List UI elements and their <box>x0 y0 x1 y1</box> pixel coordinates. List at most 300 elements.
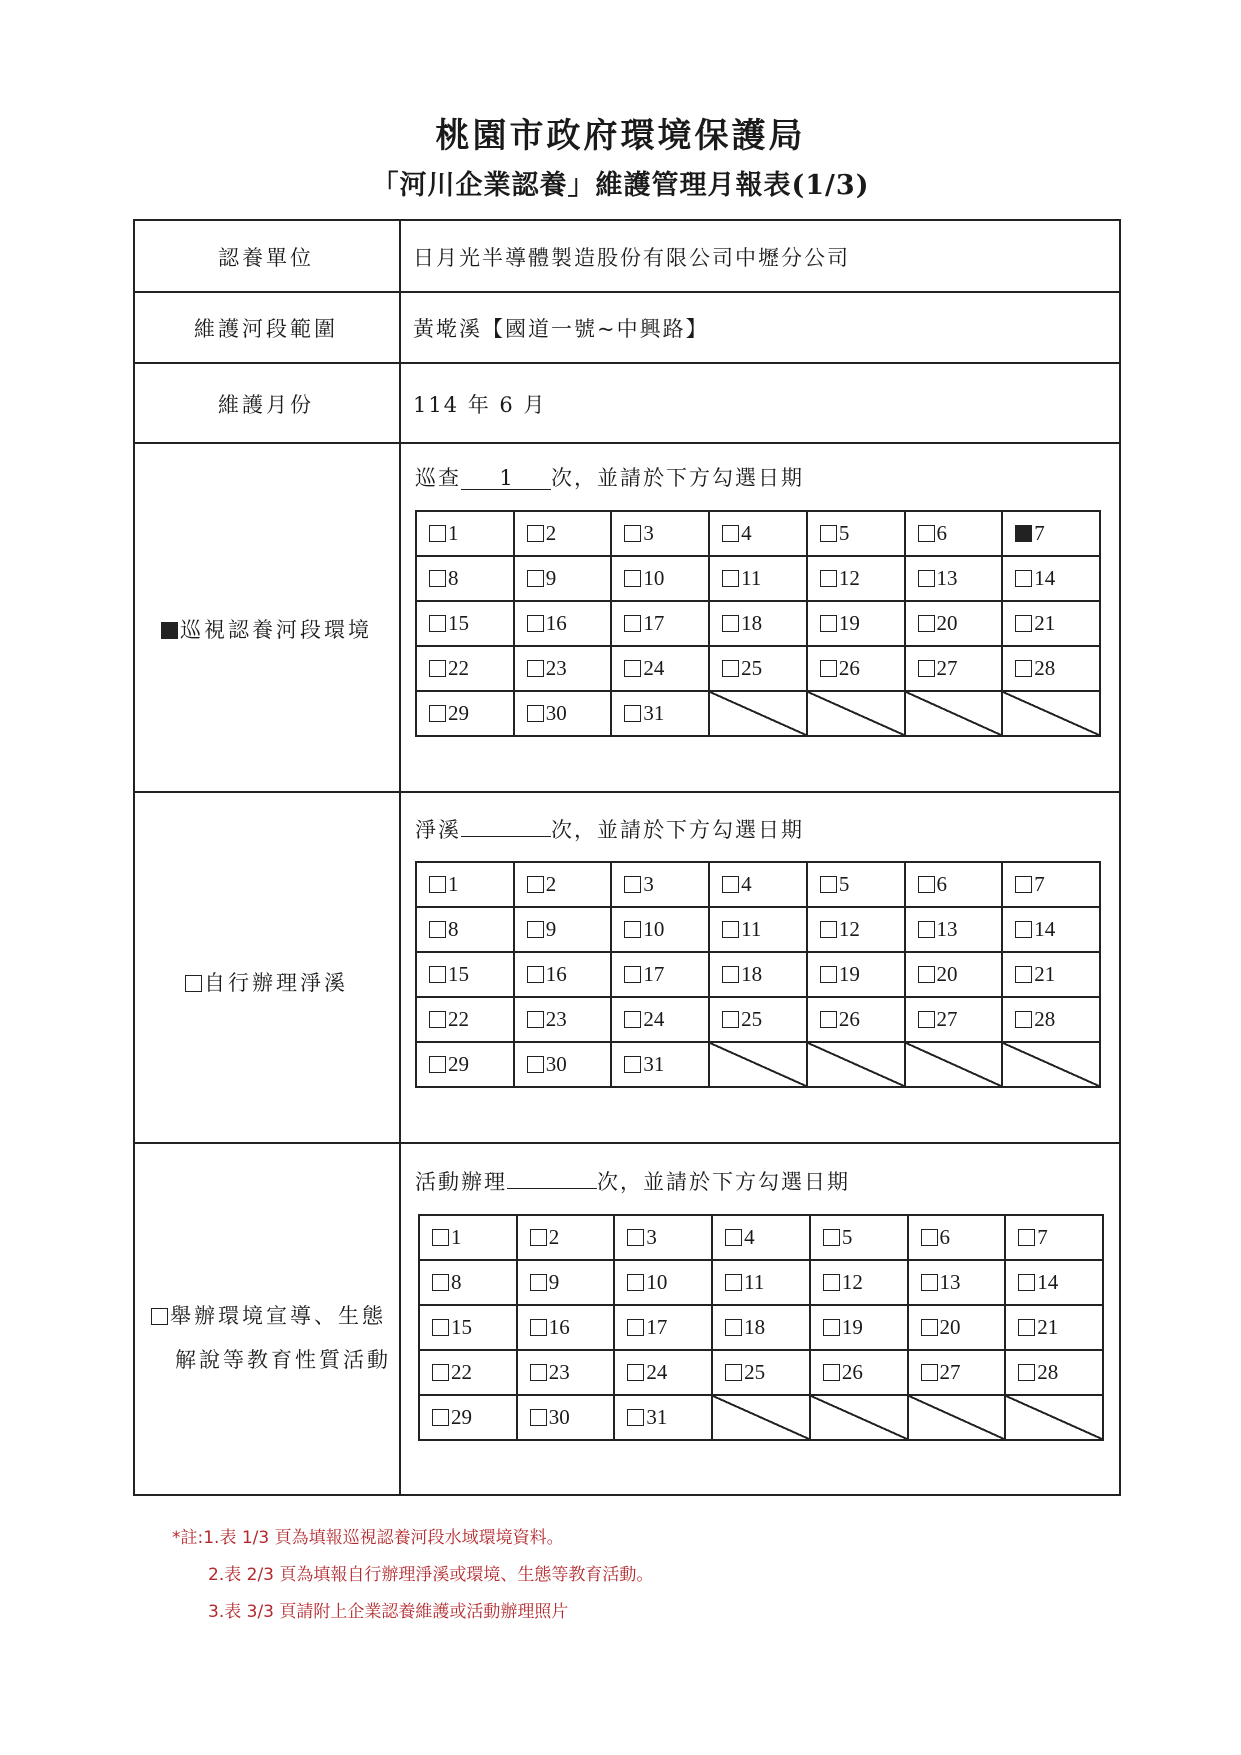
date-cell-13[interactable] <box>908 1260 1006 1305</box>
date-checkbox-7[interactable] <box>1015 525 1032 542</box>
patrol-count-field[interactable]: 1 <box>461 467 551 490</box>
date-checkbox-27[interactable] <box>918 1011 935 1028</box>
date-checkbox-28[interactable] <box>1018 1364 1035 1381</box>
date-checkbox-17[interactable] <box>624 615 641 632</box>
date-checkbox-24[interactable] <box>624 660 641 677</box>
date-grid-row <box>419 1350 1103 1395</box>
date-cell-30[interactable] <box>514 1042 612 1087</box>
date-checkbox-7[interactable] <box>1018 1229 1035 1246</box>
date-cell-27[interactable] <box>908 1350 1006 1395</box>
date-checkbox-8[interactable] <box>429 570 446 587</box>
date-checkbox-4[interactable] <box>722 525 739 542</box>
date-checkbox-28[interactable] <box>1015 660 1032 677</box>
date-cell-24[interactable] <box>614 1350 712 1395</box>
date-number: 29 <box>448 1052 469 1076</box>
event-count-field[interactable] <box>507 1188 597 1189</box>
date-number: 26 <box>838 1007 860 1031</box>
date-cell-19[interactable] <box>807 952 905 997</box>
date-checkbox-9[interactable] <box>527 570 544 587</box>
date-cell-4[interactable] <box>709 511 807 556</box>
row-divider <box>133 1142 1121 1144</box>
date-checkbox-13[interactable] <box>918 570 935 587</box>
date-cell-11[interactable] <box>712 1260 810 1305</box>
report-form <box>133 219 1121 1496</box>
date-cell-16[interactable] <box>514 601 612 646</box>
date-cell-28[interactable] <box>1002 997 1100 1042</box>
date-number: 18 <box>741 962 763 986</box>
date-number: 28 <box>1037 1360 1059 1384</box>
date-cell-9[interactable] <box>517 1260 615 1305</box>
date-checkbox-22[interactable] <box>429 1011 446 1028</box>
date-cell-10[interactable] <box>611 556 709 601</box>
date-number: 18 <box>741 611 763 635</box>
date-checkbox-15[interactable] <box>429 615 446 632</box>
date-cell-29[interactable] <box>416 1042 514 1087</box>
date-cell-21[interactable] <box>1002 952 1100 997</box>
patrol-date-grid <box>415 510 1101 737</box>
date-number: 28 <box>1034 656 1056 680</box>
date-number: 14 <box>1034 566 1056 590</box>
date-checkbox-24[interactable] <box>624 1011 641 1028</box>
date-checkbox-2[interactable] <box>527 876 544 893</box>
date-checkbox-13[interactable] <box>921 1274 938 1291</box>
date-checkbox-16[interactable] <box>530 1319 547 1336</box>
date-cell-8[interactable] <box>419 1260 517 1305</box>
date-number: 27 <box>939 1360 961 1384</box>
date-cell-3[interactable] <box>614 1215 712 1260</box>
date-checkbox-23[interactable] <box>530 1364 547 1381</box>
date-number: 12 <box>838 566 860 590</box>
date-cell-6[interactable] <box>908 1215 1006 1260</box>
section-event-text-2: 解說等教育性質活動 <box>175 1348 391 1372</box>
date-checkbox-21[interactable] <box>1015 966 1032 983</box>
page-subtitle: 「河川企業認養」維護管理月報表(1/3) <box>371 170 870 201</box>
date-cell-4[interactable] <box>712 1215 810 1260</box>
date-cell-23[interactable] <box>514 997 612 1042</box>
date-number: 8 <box>448 566 459 590</box>
date-cell-9[interactable] <box>514 907 612 952</box>
date-cell-26[interactable] <box>807 997 905 1042</box>
date-number: 24 <box>646 1360 668 1384</box>
date-number: 7 <box>1034 521 1045 545</box>
date-checkbox-20[interactable] <box>918 966 935 983</box>
date-checkbox-1[interactable] <box>432 1229 449 1246</box>
date-checkbox-14[interactable] <box>1015 570 1032 587</box>
date-checkbox-20[interactable] <box>918 615 935 632</box>
date-number: 10 <box>646 1270 668 1294</box>
empty-slashed-cell <box>905 1042 1003 1087</box>
date-checkbox-30[interactable] <box>527 1056 544 1073</box>
date-cell-14[interactable] <box>1002 907 1100 952</box>
date-checkbox-27[interactable] <box>918 660 935 677</box>
date-checkbox-22[interactable] <box>432 1364 449 1381</box>
date-number: 12 <box>838 917 860 941</box>
date-cell-8[interactable] <box>416 907 514 952</box>
date-checkbox-29[interactable] <box>429 1056 446 1073</box>
date-cell-1[interactable] <box>419 1215 517 1260</box>
date-checkbox-31[interactable] <box>624 705 641 722</box>
page-title: 桃園市政府環境保護局 <box>435 116 806 156</box>
date-checkbox-18[interactable] <box>722 615 739 632</box>
date-checkbox-2[interactable] <box>530 1229 547 1246</box>
date-cell-7[interactable] <box>1002 862 1100 907</box>
date-checkbox-25[interactable] <box>722 660 739 677</box>
date-cell-24[interactable] <box>611 646 709 691</box>
date-checkbox-26[interactable] <box>823 1364 840 1381</box>
date-checkbox-23[interactable] <box>527 660 544 677</box>
footnotes <box>172 1520 653 1631</box>
date-checkbox-14[interactable] <box>1018 1274 1035 1291</box>
date-number: 28 <box>1034 1007 1056 1031</box>
form-border-right <box>1119 219 1121 1496</box>
date-checkbox-19[interactable] <box>820 966 837 983</box>
date-number: 27 <box>936 1007 958 1031</box>
row-divider <box>133 362 1121 364</box>
date-checkbox-21[interactable] <box>1018 1319 1035 1336</box>
date-cell-27[interactable] <box>905 997 1003 1042</box>
date-cell-25[interactable] <box>709 997 807 1042</box>
date-number: 6 <box>939 1225 951 1249</box>
cleanup-date-grid <box>415 861 1101 1088</box>
date-checkbox-11[interactable] <box>725 1274 742 1291</box>
date-grid-row <box>416 952 1100 997</box>
date-checkbox-27[interactable] <box>921 1364 938 1381</box>
empty-slashed-cell <box>712 1395 810 1440</box>
date-grid-row <box>416 646 1100 691</box>
date-number: 9 <box>545 917 557 941</box>
date-checkbox-12[interactable] <box>820 921 837 938</box>
date-checkbox-17[interactable] <box>627 1319 644 1336</box>
date-number: 4 <box>744 1225 755 1249</box>
empty-slashed-cell <box>807 1042 905 1087</box>
date-checkbox-16[interactable] <box>527 615 544 632</box>
date-number: 21 <box>1034 962 1056 986</box>
date-cell-24[interactable] <box>611 997 709 1042</box>
date-checkbox-4[interactable] <box>725 1229 742 1246</box>
row-divider <box>133 442 1121 444</box>
date-number: 24 <box>643 656 665 680</box>
date-cell-22[interactable] <box>416 997 514 1042</box>
adopter-value: 日月光半導體製造股份有限公司中壢分公司 <box>413 246 850 270</box>
date-cell-4[interactable] <box>709 862 807 907</box>
date-cell-29[interactable] <box>416 691 514 736</box>
date-checkbox-31[interactable] <box>627 1409 644 1426</box>
date-cell-6[interactable] <box>905 862 1003 907</box>
section-patrol-label <box>161 614 372 644</box>
date-number: 27 <box>936 656 958 680</box>
date-number: 16 <box>545 611 567 635</box>
river-section-value: 黃墘溪【國道一號~中興路】 <box>413 317 709 341</box>
date-cell-15[interactable] <box>419 1305 517 1350</box>
footnote-2: 2.表 2/3 頁為填報自行辦理淨溪或環境、生態等教育活動。 <box>208 1565 654 1585</box>
date-number: 14 <box>1034 917 1056 941</box>
date-cell-2[interactable] <box>514 862 612 907</box>
date-cell-28[interactable] <box>1002 646 1100 691</box>
date-number: 15 <box>448 611 469 635</box>
date-cell-11[interactable] <box>709 556 807 601</box>
event-count-prefix: 活動辦理 <box>415 1170 507 1194</box>
date-checkbox-20[interactable] <box>921 1319 938 1336</box>
date-checkbox-31[interactable] <box>624 1056 641 1073</box>
date-cell-15[interactable] <box>416 952 514 997</box>
date-number: 8 <box>448 917 459 941</box>
date-cell-13[interactable] <box>905 556 1003 601</box>
date-checkbox-25[interactable] <box>722 1011 739 1028</box>
row-divider <box>133 791 1121 793</box>
date-number: 23 <box>548 1360 570 1384</box>
date-number: 8 <box>451 1270 462 1294</box>
event-count-line <box>415 1166 850 1196</box>
date-cell-11[interactable] <box>709 907 807 952</box>
date-cell-16[interactable] <box>514 952 612 997</box>
date-number: 21 <box>1034 611 1056 635</box>
date-cell-29[interactable] <box>419 1395 517 1440</box>
adopter-label: 認養單位 <box>218 246 314 270</box>
date-checkbox-25[interactable] <box>725 1364 742 1381</box>
date-cell-7[interactable] <box>1002 511 1100 556</box>
date-cell-17[interactable] <box>611 952 709 997</box>
date-cell-10[interactable] <box>611 907 709 952</box>
date-checkbox-28[interactable] <box>1015 1011 1032 1028</box>
form-column-divider <box>399 219 401 1496</box>
date-checkbox-9[interactable] <box>530 1274 547 1291</box>
date-cell-19[interactable] <box>810 1305 908 1350</box>
cleanup-count-field[interactable] <box>461 836 551 837</box>
date-cell-22[interactable] <box>416 646 514 691</box>
date-cell-26[interactable] <box>807 646 905 691</box>
date-cell-1[interactable] <box>416 862 514 907</box>
date-number: 3 <box>643 521 654 545</box>
date-cell-21[interactable] <box>1002 601 1100 646</box>
date-number: 29 <box>451 1405 472 1429</box>
date-number: 9 <box>545 566 557 590</box>
date-number: 16 <box>548 1315 570 1339</box>
date-cell-20[interactable] <box>908 1305 1006 1350</box>
date-number: 6 <box>936 872 948 896</box>
section-patrol-checkbox[interactable] <box>161 622 178 639</box>
date-cell-6[interactable] <box>905 511 1003 556</box>
cleanup-count-suffix: 次，並請於下方勾選日期 <box>551 818 804 842</box>
row-divider <box>133 291 1121 293</box>
date-number: 20 <box>936 962 958 986</box>
date-checkbox-14[interactable] <box>1015 921 1032 938</box>
date-cell-25[interactable] <box>712 1350 810 1395</box>
footnote-1: *註:1.表 1/3 頁為填報巡視認養河段水域環境資料。 <box>172 1528 564 1548</box>
date-number: 21 <box>1037 1315 1059 1339</box>
date-cell-12[interactable] <box>807 556 905 601</box>
section-cleanup-text: 自行辦理淨溪 <box>204 971 348 995</box>
date-cell-18[interactable] <box>709 952 807 997</box>
date-cell-17[interactable] <box>614 1305 712 1350</box>
date-checkbox-10[interactable] <box>624 570 641 587</box>
date-number: 30 <box>545 701 567 725</box>
date-checkbox-26[interactable] <box>820 1011 837 1028</box>
date-cell-12[interactable] <box>807 907 905 952</box>
date-cell-14[interactable] <box>1002 556 1100 601</box>
date-cell-7[interactable] <box>1005 1215 1103 1260</box>
date-checkbox-30[interactable] <box>530 1409 547 1426</box>
patrol-count-suffix: 次，並請於下方勾選日期 <box>551 466 804 490</box>
date-grid-row <box>419 1215 1103 1260</box>
date-number: 30 <box>545 1052 567 1076</box>
date-number: 31 <box>646 1405 668 1429</box>
date-cell-5[interactable] <box>807 862 905 907</box>
date-cell-16[interactable] <box>517 1305 615 1350</box>
date-cell-3[interactable] <box>611 862 709 907</box>
date-cell-13[interactable] <box>905 907 1003 952</box>
form-border-bottom <box>133 1494 1121 1496</box>
section-cleanup-checkbox[interactable] <box>185 975 202 992</box>
date-checkbox-11[interactable] <box>722 570 739 587</box>
date-cell-27[interactable] <box>905 646 1003 691</box>
date-checkbox-6[interactable] <box>918 525 935 542</box>
date-checkbox-12[interactable] <box>820 570 837 587</box>
date-number: 31 <box>643 701 665 725</box>
date-number: 4 <box>741 872 752 896</box>
date-cell-26[interactable] <box>810 1350 908 1395</box>
date-number: 3 <box>646 1225 657 1249</box>
date-number: 26 <box>838 656 860 680</box>
date-cell-5[interactable] <box>810 1215 908 1260</box>
date-cell-8[interactable] <box>416 556 514 601</box>
date-checkbox-3[interactable] <box>627 1229 644 1246</box>
date-checkbox-1[interactable] <box>429 525 446 542</box>
date-cell-31[interactable] <box>611 1042 709 1087</box>
date-cell-30[interactable] <box>517 1395 615 1440</box>
river-section-label: 維護河段範圍 <box>194 317 338 341</box>
date-cell-22[interactable] <box>419 1350 517 1395</box>
date-cell-20[interactable] <box>905 601 1003 646</box>
date-number: 11 <box>744 1270 765 1294</box>
date-checkbox-23[interactable] <box>527 1011 544 1028</box>
date-checkbox-8[interactable] <box>429 921 446 938</box>
date-number: 13 <box>939 1270 961 1294</box>
empty-slashed-cell <box>908 1395 1006 1440</box>
date-number: 23 <box>545 1007 567 1031</box>
date-checkbox-6[interactable] <box>921 1229 938 1246</box>
date-cell-15[interactable] <box>416 601 514 646</box>
date-cell-25[interactable] <box>709 646 807 691</box>
date-checkbox-3[interactable] <box>624 525 641 542</box>
date-cell-3[interactable] <box>611 511 709 556</box>
date-grid-row <box>416 1042 1100 1087</box>
date-cell-28[interactable] <box>1005 1350 1103 1395</box>
section-event-checkbox[interactable] <box>151 1308 168 1325</box>
date-checkbox-5[interactable] <box>823 1229 840 1246</box>
empty-slashed-cell <box>905 691 1003 736</box>
date-checkbox-8[interactable] <box>432 1274 449 1291</box>
date-checkbox-29[interactable] <box>429 705 446 722</box>
date-checkbox-1[interactable] <box>429 876 446 893</box>
date-checkbox-29[interactable] <box>432 1409 449 1426</box>
date-cell-31[interactable] <box>611 691 709 736</box>
date-number: 17 <box>643 611 665 635</box>
date-checkbox-9[interactable] <box>527 921 544 938</box>
date-checkbox-12[interactable] <box>823 1274 840 1291</box>
date-checkbox-5[interactable] <box>820 525 837 542</box>
date-checkbox-24[interactable] <box>627 1364 644 1381</box>
date-checkbox-11[interactable] <box>722 921 739 938</box>
date-cell-21[interactable] <box>1005 1305 1103 1350</box>
date-checkbox-15[interactable] <box>429 966 446 983</box>
empty-slashed-cell <box>1002 691 1100 736</box>
date-checkbox-18[interactable] <box>722 966 739 983</box>
event-date-grid <box>418 1214 1104 1441</box>
date-cell-23[interactable] <box>517 1350 615 1395</box>
date-checkbox-5[interactable] <box>820 876 837 893</box>
date-grid-row <box>419 1395 1103 1440</box>
date-checkbox-21[interactable] <box>1015 615 1032 632</box>
patrol-count-prefix: 巡查 <box>415 466 461 490</box>
date-checkbox-10[interactable] <box>627 1274 644 1291</box>
date-cell-9[interactable] <box>514 556 612 601</box>
date-cell-31[interactable] <box>614 1395 712 1440</box>
event-count-suffix: 次，並請於下方勾選日期 <box>597 1170 850 1194</box>
empty-slashed-cell <box>709 1042 807 1087</box>
date-number: 25 <box>744 1360 766 1384</box>
cleanup-count-prefix: 淨溪 <box>415 818 461 842</box>
date-number: 16 <box>545 962 567 986</box>
footnote-3: 3.表 3/3 頁請附上企業認養維護或活動辦理照片 <box>208 1602 569 1622</box>
date-checkbox-15[interactable] <box>432 1319 449 1336</box>
date-checkbox-19[interactable] <box>823 1319 840 1336</box>
date-number: 30 <box>548 1405 570 1429</box>
date-grid-row <box>416 556 1100 601</box>
date-checkbox-22[interactable] <box>429 660 446 677</box>
date-grid-row <box>416 907 1100 952</box>
date-checkbox-7[interactable] <box>1015 876 1032 893</box>
date-cell-2[interactable] <box>514 511 612 556</box>
cleanup-count-line <box>415 814 804 844</box>
date-checkbox-19[interactable] <box>820 615 837 632</box>
date-cell-18[interactable] <box>712 1305 810 1350</box>
date-cell-1[interactable] <box>416 511 514 556</box>
date-number: 6 <box>936 521 948 545</box>
date-cell-23[interactable] <box>514 646 612 691</box>
date-checkbox-6[interactable] <box>918 876 935 893</box>
date-checkbox-4[interactable] <box>722 876 739 893</box>
date-cell-19[interactable] <box>807 601 905 646</box>
section-patrol-text: 巡視認養河段環境 <box>180 618 372 642</box>
date-grid-row <box>416 511 1100 556</box>
date-checkbox-2[interactable] <box>527 525 544 542</box>
date-checkbox-13[interactable] <box>918 921 935 938</box>
empty-slashed-cell <box>807 691 905 736</box>
date-number: 7 <box>1037 1225 1048 1249</box>
date-cell-14[interactable] <box>1005 1260 1103 1305</box>
date-checkbox-10[interactable] <box>624 921 641 938</box>
date-cell-5[interactable] <box>807 511 905 556</box>
date-checkbox-17[interactable] <box>624 966 641 983</box>
date-cell-17[interactable] <box>611 601 709 646</box>
date-number: 5 <box>841 1225 853 1249</box>
date-checkbox-26[interactable] <box>820 660 837 677</box>
date-cell-20[interactable] <box>905 952 1003 997</box>
date-cell-12[interactable] <box>810 1260 908 1305</box>
date-grid-row <box>416 601 1100 646</box>
date-cell-10[interactable] <box>614 1260 712 1305</box>
date-cell-2[interactable] <box>517 1215 615 1260</box>
date-number: 14 <box>1037 1270 1059 1294</box>
date-checkbox-3[interactable] <box>624 876 641 893</box>
date-cell-18[interactable] <box>709 601 807 646</box>
date-checkbox-30[interactable] <box>527 705 544 722</box>
date-checkbox-18[interactable] <box>725 1319 742 1336</box>
date-checkbox-16[interactable] <box>527 966 544 983</box>
date-cell-30[interactable] <box>514 691 612 736</box>
date-number: 22 <box>448 656 469 680</box>
date-number: 10 <box>643 917 665 941</box>
